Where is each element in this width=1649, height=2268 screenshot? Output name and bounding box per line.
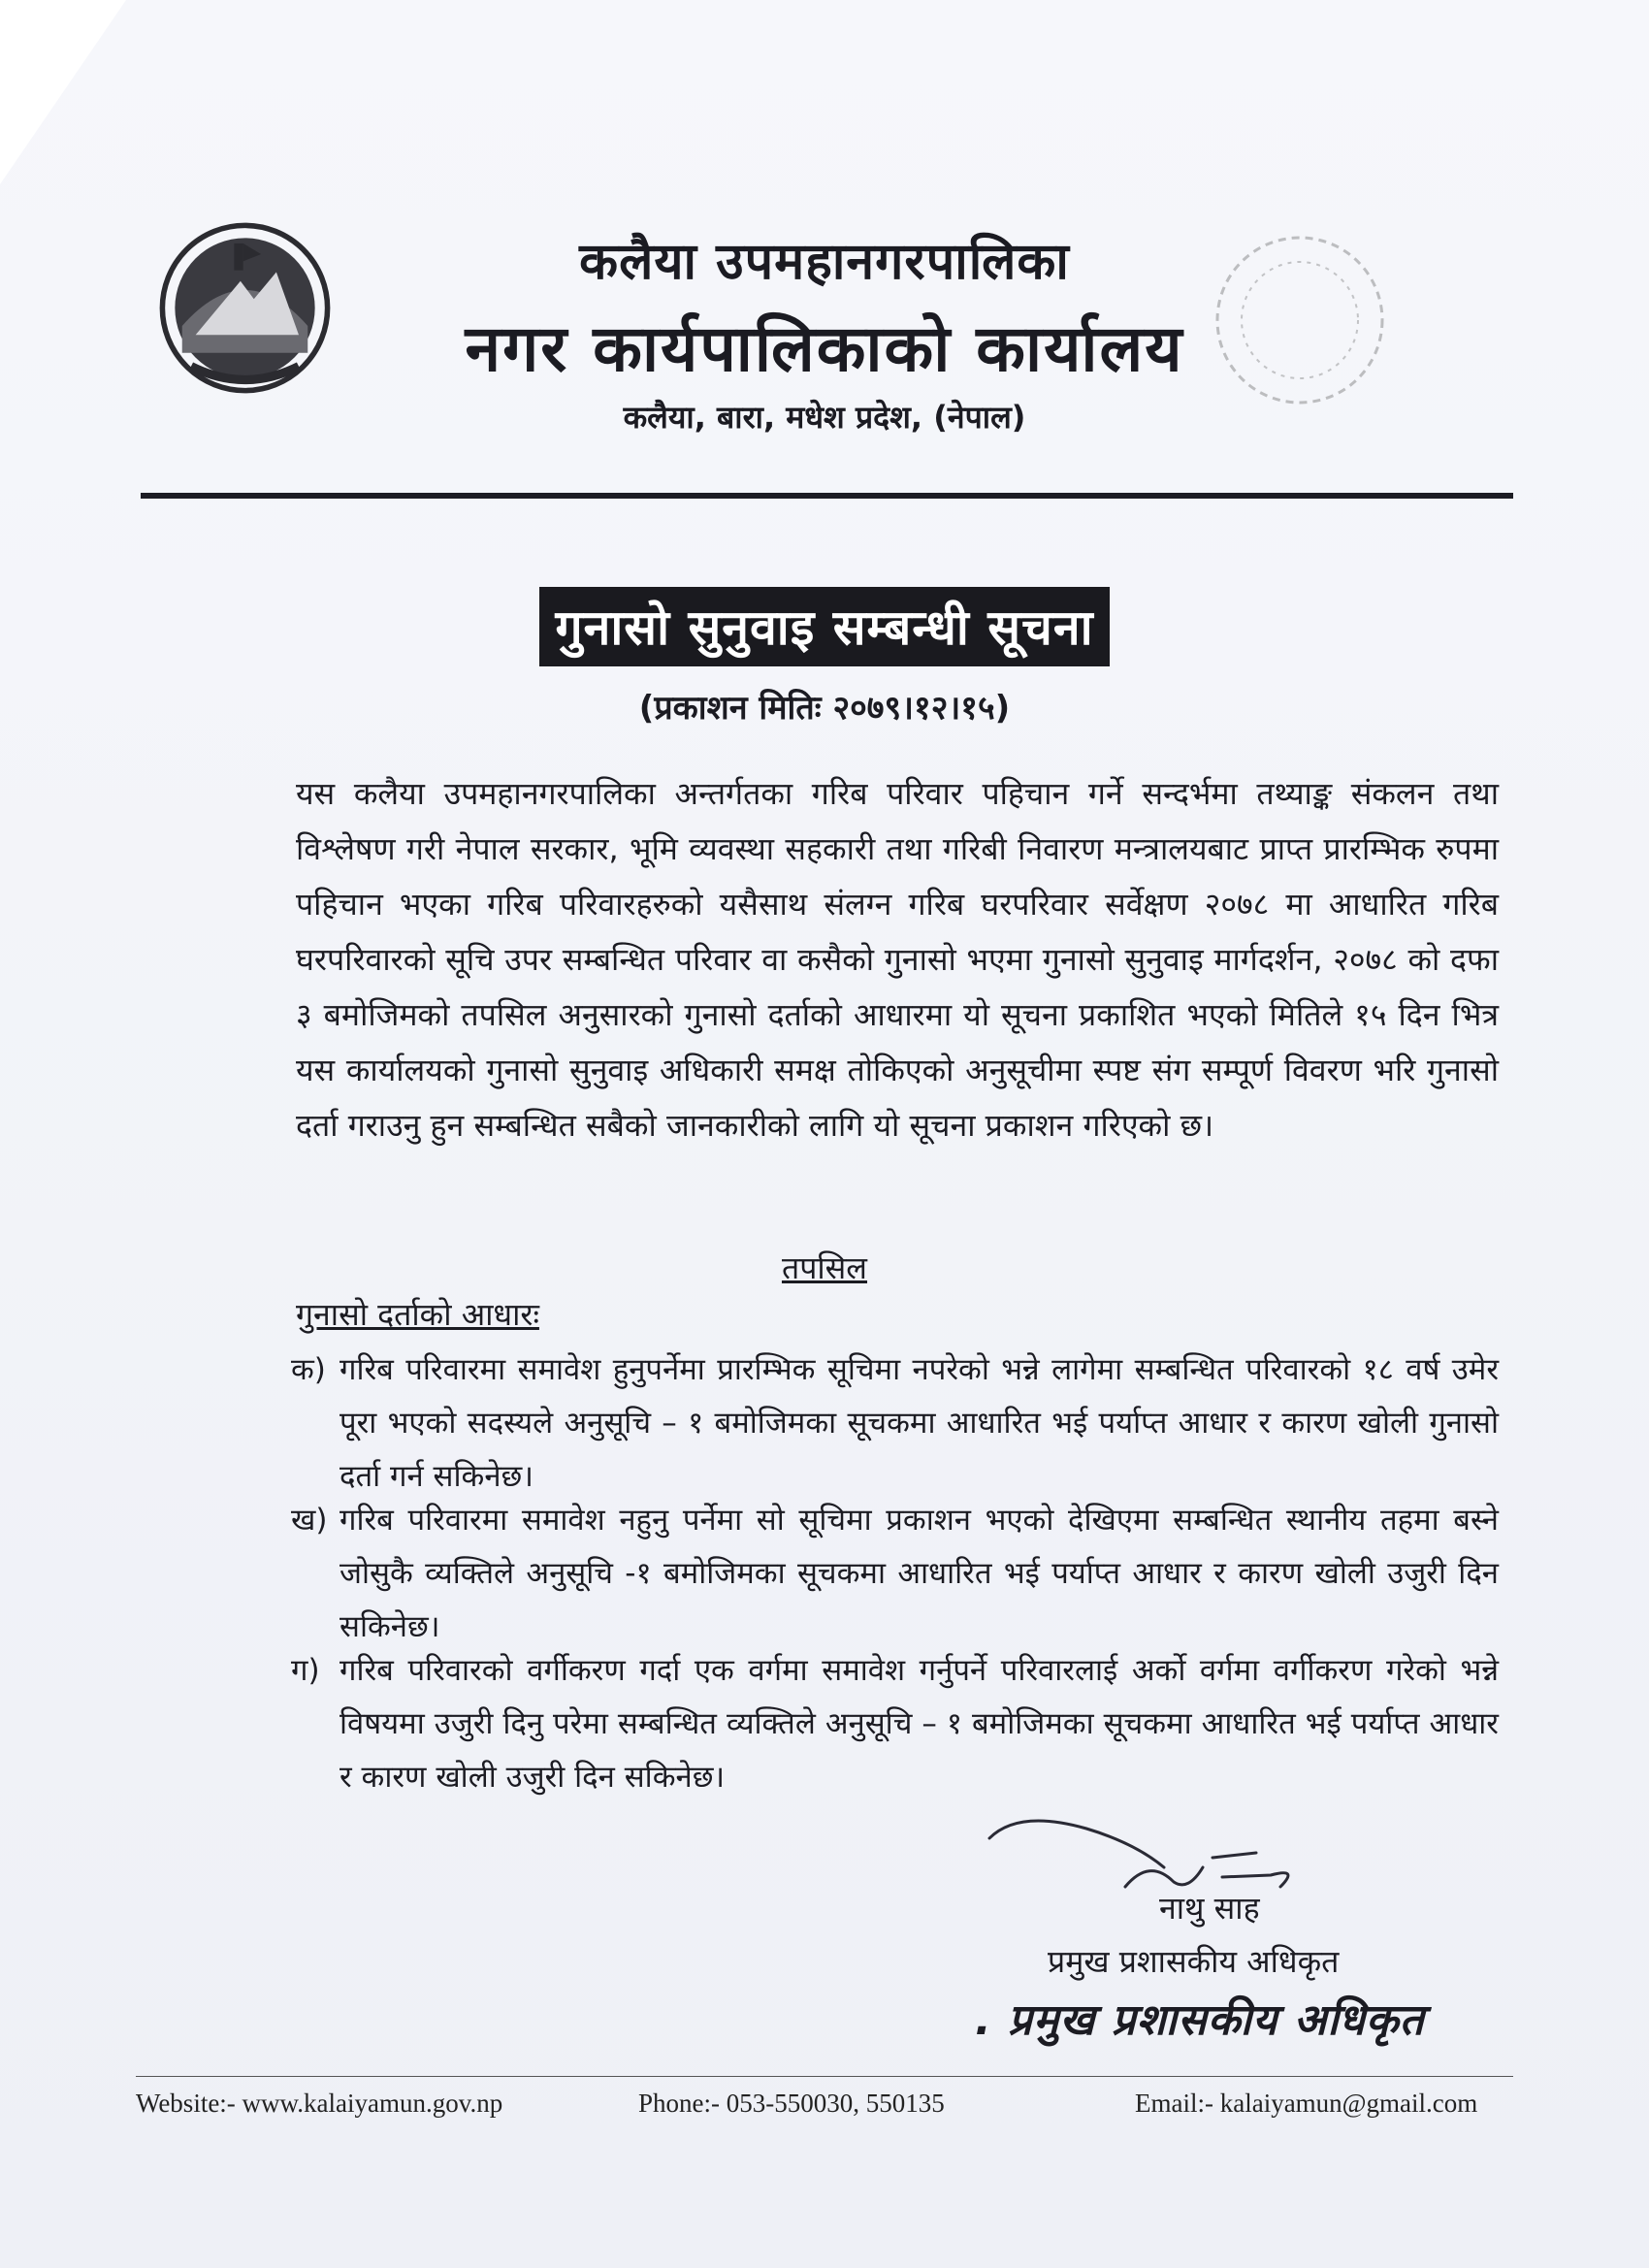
footer-website: Website:- www.kalaiyamun.gov.np	[136, 2089, 503, 2118]
complaint-basis-heading: गुनासो दर्ताको आधारः	[296, 1296, 539, 1333]
signatory-name: नाथु साह	[1159, 1890, 1260, 1927]
item-text: गरिब परिवारको वर्गीकरण गर्दा एक वर्गमा समावेश गर्नुपर्ने परिवारलाई अर्को वर्गमा वर्गीकरण गरेको भन्ने विषयमा उजुरी दिनु परेमा सम्बन्धित व्यक्तिले अनुसूचि – १ बमोजिमका सूचकमा आधारित भई पर्याप्त आधार र कारण खोली उजुरी दिन सकिनेछ।	[340, 1653, 1499, 1795]
header-divider	[141, 493, 1513, 499]
item-text: गरिब परिवारमा समावेश हुनुपर्नेमा प्रारम्भिक सूचिमा नपरेको भन्ने लागेमा सम्बन्धित परिवारको १८ वर्ष उमेर पूरा भएको सदस्यले अनुसूचि – १ बमोजिमका सूचकमा आधारित भई पर्याप्त आधार र कारण खोली गुनासो दर्ता गर्न सकिनेछ।	[340, 1352, 1499, 1494]
office-name: नगर कार्यपालिकाको कार्यालय	[465, 311, 1184, 386]
notice-title-container	[0, 587, 1649, 666]
handwritten-signature-icon	[980, 1799, 1319, 1926]
item-label: क)	[291, 1352, 326, 1387]
list-item	[291, 1344, 1499, 1504]
publication-date: (प्रकाशन मितिः २०७९।१२।१५)	[638, 689, 1011, 728]
item-label: ख)	[291, 1503, 328, 1538]
footer-email: Email:- kalaiyamun@gmail.com	[1135, 2089, 1478, 2118]
notice-body: यस कलैया उपमहानगरपालिका अन्तर्गतका गरिब परिवार पहिचान गर्ने सन्दर्भमा तथ्याङ्क संकलन तथा विश्लेषण गरी नेपाल सरकार, भूमि व्यवस्था सहकारी तथा गरिबी निवारण मन्त्रालयबाट प्राप्त प्रारम्भिक रुपमा पहिचान भएका गरिब परिवारहरुको यसैसाथ संलग्न गरिब घरपरिवार सर्वेक्षण २०७८ मा आधारित गरिब घरपरिवारको सूचि उपर सम्बन्धित परिवार वा कसैको गुनासो भएमा गुनासो सुनुवाइ मार्गदर्शन, २०७८ को दफा ३ बमोजिमको तपसिल अनुसारको गुनासो दर्ताको आधारमा यो सूचना प्रकाशित भएको मितिले १५ दिन भित्र यस कार्यालयको गुनासो सुनुवाइ अधिकारी समक्ष तोकिएको अनुसूचीमा स्पष्ट संग सम्पूर्ण विवरण भरि गुनासो दर्ता गराउनु हुन सम्बन्धित सबैको जानकारीको लागि यो सूचना प्रकाशन गरिएको छ।	[296, 775, 1499, 1144]
notice-title: गुनासो सुनुवाइ सम्बन्धी सूचना	[539, 587, 1109, 666]
list-item	[291, 1644, 1499, 1804]
footer-phone: Phone:- 053-550030, 550135	[638, 2089, 945, 2118]
list-item	[291, 1494, 1499, 1654]
footer-divider	[136, 2076, 1513, 2077]
office-address: कलैया, बारा, मधेश प्रदेश, (नेपाल)	[623, 399, 1026, 436]
signatory-title: प्रमुख प्रशासकीय अधिकृत	[1048, 1943, 1340, 1980]
item-text: गरिब परिवारमा समावेश नहुनु पर्नेमा सो सूचिमा प्रकाशन भएको देखिएमा सम्बन्धित स्थानीय तहमा बस्ने जोसुकै व्यक्तिले अनुसूचि -१ बमोजिमका सूचकमा आधारित भई पर्याप्त आधार र कारण खोली उजुरी दिन सकिनेछ।	[340, 1503, 1499, 1644]
municipality-name: कलैया उपमहानगरपालिका	[579, 233, 1070, 291]
designation-stamp: . प्रमुख प्रशासकीय अधिकृत	[975, 1995, 1425, 2045]
item-label: ग)	[291, 1653, 320, 1688]
schedule-heading: तपसिल	[781, 1249, 868, 1286]
folded-corner	[0, 0, 126, 184]
